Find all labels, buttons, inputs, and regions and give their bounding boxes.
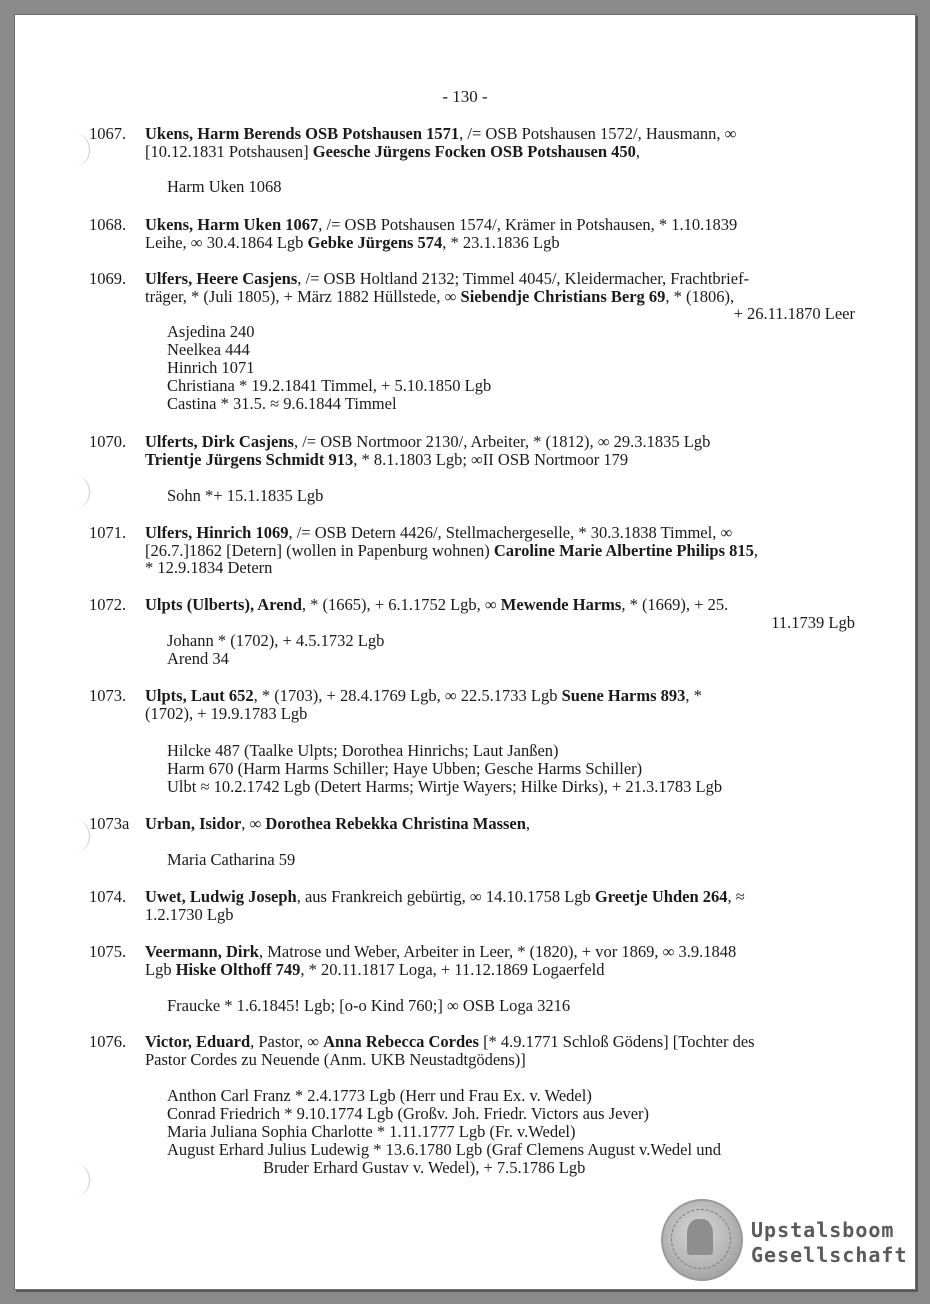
entry-line [145, 451, 855, 469]
entry-detail: , /= OSB Holtland 2132; Timmel 4045/, Kleidermacher, Frachtbrief- [297, 269, 750, 288]
child-entry: Maria Juliana Sophia Charlotte * 1.11.1777 Lgb (Fr. v.Wedel) [167, 1122, 576, 1141]
entry-line [145, 524, 855, 542]
person-name: Ulpts, Laut 652 [145, 686, 254, 705]
punch-hole-mark [59, 475, 90, 509]
children-list [167, 851, 867, 869]
entry-detail: träger, * (Juli 1805), + März 1882 Hüllstede, ∞ [145, 286, 461, 306]
entry-detail: , /= OSB Nortmoor 2130/, Arbeiter, * (1812), ∞ 29.3.1835 Lgb [293, 432, 711, 451]
entry-detail: , * (1665), + 6.1.1752 Lgb, ∞ [301, 595, 501, 614]
entry-detail: [* 4.9.1771 Schloß Gödens] [Tochter des [478, 1032, 755, 1051]
genealogy-entry [89, 943, 855, 978]
entry-detail: , * (1703), + 28.4.1769 Lgb, ∞ 22.5.1733 Lgb [253, 686, 562, 705]
entry-number: 1067. [89, 124, 127, 143]
logo-line-1: Upstalsboom [751, 1218, 895, 1242]
punch-hole-mark [59, 1163, 90, 1197]
entry-continuation: 11.1739 Lgb [771, 612, 855, 632]
entry-line [145, 596, 855, 614]
child-entry: Fraucke * 1.6.1845! Lgb; [o-o Kind 760;] ∞ OSB Loga 3216 [167, 996, 571, 1015]
entry-line [145, 433, 855, 451]
person-name: Anna Rebecca Cordes [323, 1032, 479, 1051]
entry-detail: Leihe, ∞ 30.4.1864 Lgb [145, 232, 308, 252]
entry-number: 1073. [89, 686, 127, 705]
entry-line [145, 305, 855, 323]
person-name: Suene Harms 893 [561, 686, 686, 705]
entry-text [145, 216, 855, 251]
person-name: Gebke Jürgens 574 [307, 232, 443, 252]
genealogy-entry [89, 1033, 855, 1068]
entry-line [145, 906, 855, 924]
child-entry: Christiana * 19.2.1841 Timmel, + 5.10.1850 Lgb [167, 376, 492, 395]
person-name: Siebendje Christians Berg 69 [460, 286, 666, 306]
genealogy-entry [89, 596, 855, 631]
entry-line [145, 125, 855, 143]
entry-detail: , /= OSB Potshausen 1572/, Hausmann, ∞ [459, 124, 737, 143]
entry-line [145, 216, 855, 234]
entry-detail: , /= OSB Detern 4426/, Stellmachergeselle, * 30.3.1838 Timmel, ∞ [288, 523, 733, 542]
entry-detail: 1.2.1730 Lgb [145, 904, 234, 924]
genealogy-entry [89, 125, 855, 160]
entry-detail: , * 23.1.1836 Lgb [442, 232, 560, 252]
entry-continuation: + 26.11.1870 Leer [733, 304, 855, 323]
children-list [167, 1087, 867, 1177]
children-list [167, 178, 867, 196]
society-logo-text [751, 1218, 908, 1268]
entry-line [145, 1033, 855, 1051]
page-number: - 130 - [442, 87, 488, 106]
child-entry: Sohn *+ 15.1.1835 Lgb [167, 486, 324, 505]
entry-text [145, 270, 855, 323]
person-name: Dorothea Rebekka Christina Massen [265, 814, 526, 833]
person-name: Victor, Eduard [145, 1032, 251, 1051]
child-entry: Bruder Erhard Gustav v. Wedel), + 7.5.1786 Lgb [263, 1158, 586, 1177]
entry-number: 1076. [89, 1032, 127, 1051]
entry-line [145, 614, 855, 632]
entry-detail: , [525, 814, 531, 833]
entry-text [145, 433, 855, 468]
entry-line [145, 559, 855, 577]
children-list [167, 487, 867, 505]
child-entry: Asjedina 240 [167, 322, 255, 341]
genealogy-entry [89, 216, 855, 251]
logo-line-2: Gesellschaft [751, 1243, 908, 1267]
genealogy-entry [89, 687, 855, 722]
entry-text [145, 943, 855, 978]
entry-number: 1071. [89, 523, 127, 542]
entry-detail: (1702), + 19.9.1783 Lgb [145, 703, 308, 723]
person-name: Veermann, Dirk [145, 942, 259, 961]
entry-text [145, 815, 855, 833]
entry-line [145, 270, 855, 288]
entry-detail: , * (1669), + 25. [621, 595, 729, 614]
entry-detail: , ≈ [727, 887, 745, 906]
entry-detail: , ∞ [241, 814, 266, 833]
child-entry: Neelkea 444 [167, 340, 250, 359]
children-list [167, 742, 867, 796]
child-entry: Arend 34 [167, 649, 229, 668]
entry-detail: , [635, 141, 641, 161]
child-entry: Harm 670 (Harm Harms Schiller; Haye Ubben; Gesche Harms Schiller) [167, 759, 643, 778]
entry-number: 1075. [89, 942, 127, 961]
child-entry: Conrad Friedrich * 9.10.1774 Lgb (Großv. Joh. Friedr. Victors aus Jever) [167, 1104, 650, 1123]
entry-text [145, 1033, 855, 1068]
person-name: Ulfers, Heere Casjens [145, 269, 298, 288]
entry-line [145, 542, 855, 560]
person-name: Greetje Uhden 264 [594, 887, 728, 906]
children-list [167, 323, 867, 413]
child-entry: Johann * (1702), + 4.5.1732 Lgb [167, 631, 385, 650]
entry-detail: , * 20.11.1817 Loga, + 11.12.1869 Logaerfeld [300, 959, 605, 979]
entry-line [145, 705, 855, 723]
punch-hole-mark [59, 133, 90, 167]
genealogy-entry [89, 815, 855, 833]
entry-line [145, 288, 855, 306]
entry-detail: , * 8.1.1803 Lgb; ∞II OSB Nortmoor 179 [353, 449, 629, 469]
entry-detail: , * [685, 686, 702, 705]
person-name: Geesche Jürgens Focken OSB Potshausen 450 [312, 141, 636, 161]
entry-text [145, 687, 855, 722]
child-entry: Harm Uken 1068 [167, 177, 282, 196]
entry-detail: Lgb [145, 959, 176, 979]
person-name: Ukens, Harm Uken 1067 [145, 215, 319, 234]
entry-detail: , aus Frankreich gebürtig, ∞ 14.10.1758 Lgb [296, 887, 595, 906]
children-list [167, 632, 867, 668]
society-seal-icon [661, 1199, 743, 1281]
children-list [167, 997, 867, 1015]
entry-text [145, 888, 855, 923]
person-name: Ulfers, Hinrich 1069 [145, 523, 289, 542]
entry-line [145, 143, 855, 161]
entry-line [145, 234, 855, 252]
entry-detail: , Matrose und Weber, Arbeiter in Leer, * (1820), + vor 1869, ∞ 3.9.1848 [258, 942, 737, 961]
person-name: Caroline Marie Albertine Philips 815 [493, 540, 754, 560]
person-name: Ulpts (Ulberts), Arend [145, 595, 302, 614]
person-name: Uwet, Ludwig Joseph [145, 887, 297, 906]
entry-line [145, 1051, 855, 1069]
person-name: Urban, Isidor [145, 814, 242, 833]
child-entry: Hilcke 487 (Taalke Ulpts; Dorothea Hinrichs; Laut Janßen) [167, 741, 559, 760]
entry-detail: , [753, 540, 759, 560]
person-name: Hiske Olthoff 749 [175, 959, 301, 979]
entry-detail: , * (1806), [665, 286, 735, 306]
entry-text [145, 596, 855, 631]
genealogy-entry [89, 888, 855, 923]
entry-number: 1074. [89, 887, 127, 906]
entry-text [145, 125, 855, 160]
entry-detail: , /= OSB Potshausen 1574/, Krämer in Potshausen, * 1.10.1839 [318, 215, 738, 234]
entry-line [145, 943, 855, 961]
person-name: Mewende Harms [500, 595, 622, 614]
entry-text [145, 524, 855, 577]
entry-line [145, 687, 855, 705]
entry-line [145, 961, 855, 979]
person-name: Trientje Jürgens Schmidt 913 [145, 449, 354, 469]
entry-number: 1073a [89, 814, 130, 833]
child-entry: Maria Catharina 59 [167, 850, 296, 869]
entry-detail: Pastor Cordes zu Neuende (Anm. UKB Neustadtgödens)] [145, 1049, 526, 1069]
punch-hole-mark [59, 819, 90, 853]
child-entry: August Erhard Julius Ludewig * 13.6.1780 Lgb (Graf Clemens August v.Wedel und [167, 1140, 721, 1159]
person-name: Ukens, Harm Berends OSB Potshausen 1571 [145, 124, 460, 143]
entry-number: 1068. [89, 215, 127, 234]
entry-number: 1070. [89, 432, 127, 451]
genealogy-entry [89, 270, 855, 323]
entry-detail: * 12.9.1834 Detern [145, 558, 273, 577]
entry-number: 1069. [89, 269, 127, 288]
child-entry: Hinrich 1071 [167, 358, 255, 377]
child-entry: Ulbt ≈ 10.2.1742 Lgb (Detert Harms; Wirtje Wayers; Hilke Dirks), + 21.3.1783 Lgb [167, 777, 723, 796]
entry-detail: [26.7.]1862 [Detern] (wollen in Papenburg wohnen) [145, 540, 494, 560]
child-entry: Anthon Carl Franz * 2.4.1773 Lgb (Herr und Frau Ex. v. Wedel) [167, 1086, 592, 1105]
entry-line [145, 815, 855, 833]
genealogy-entry [89, 524, 855, 577]
document-page [14, 14, 916, 1290]
entry-line [145, 888, 855, 906]
person-name: Ulferts, Dirk Casjens [145, 432, 294, 451]
genealogy-entry [89, 433, 855, 468]
entry-detail: , Pastor, ∞ [250, 1032, 324, 1051]
child-entry: Castina * 31.5. ≈ 9.6.1844 Timmel [167, 394, 397, 413]
entry-number: 1072. [89, 595, 127, 614]
entry-detail: [10.12.1831 Potshausen] [145, 141, 313, 161]
